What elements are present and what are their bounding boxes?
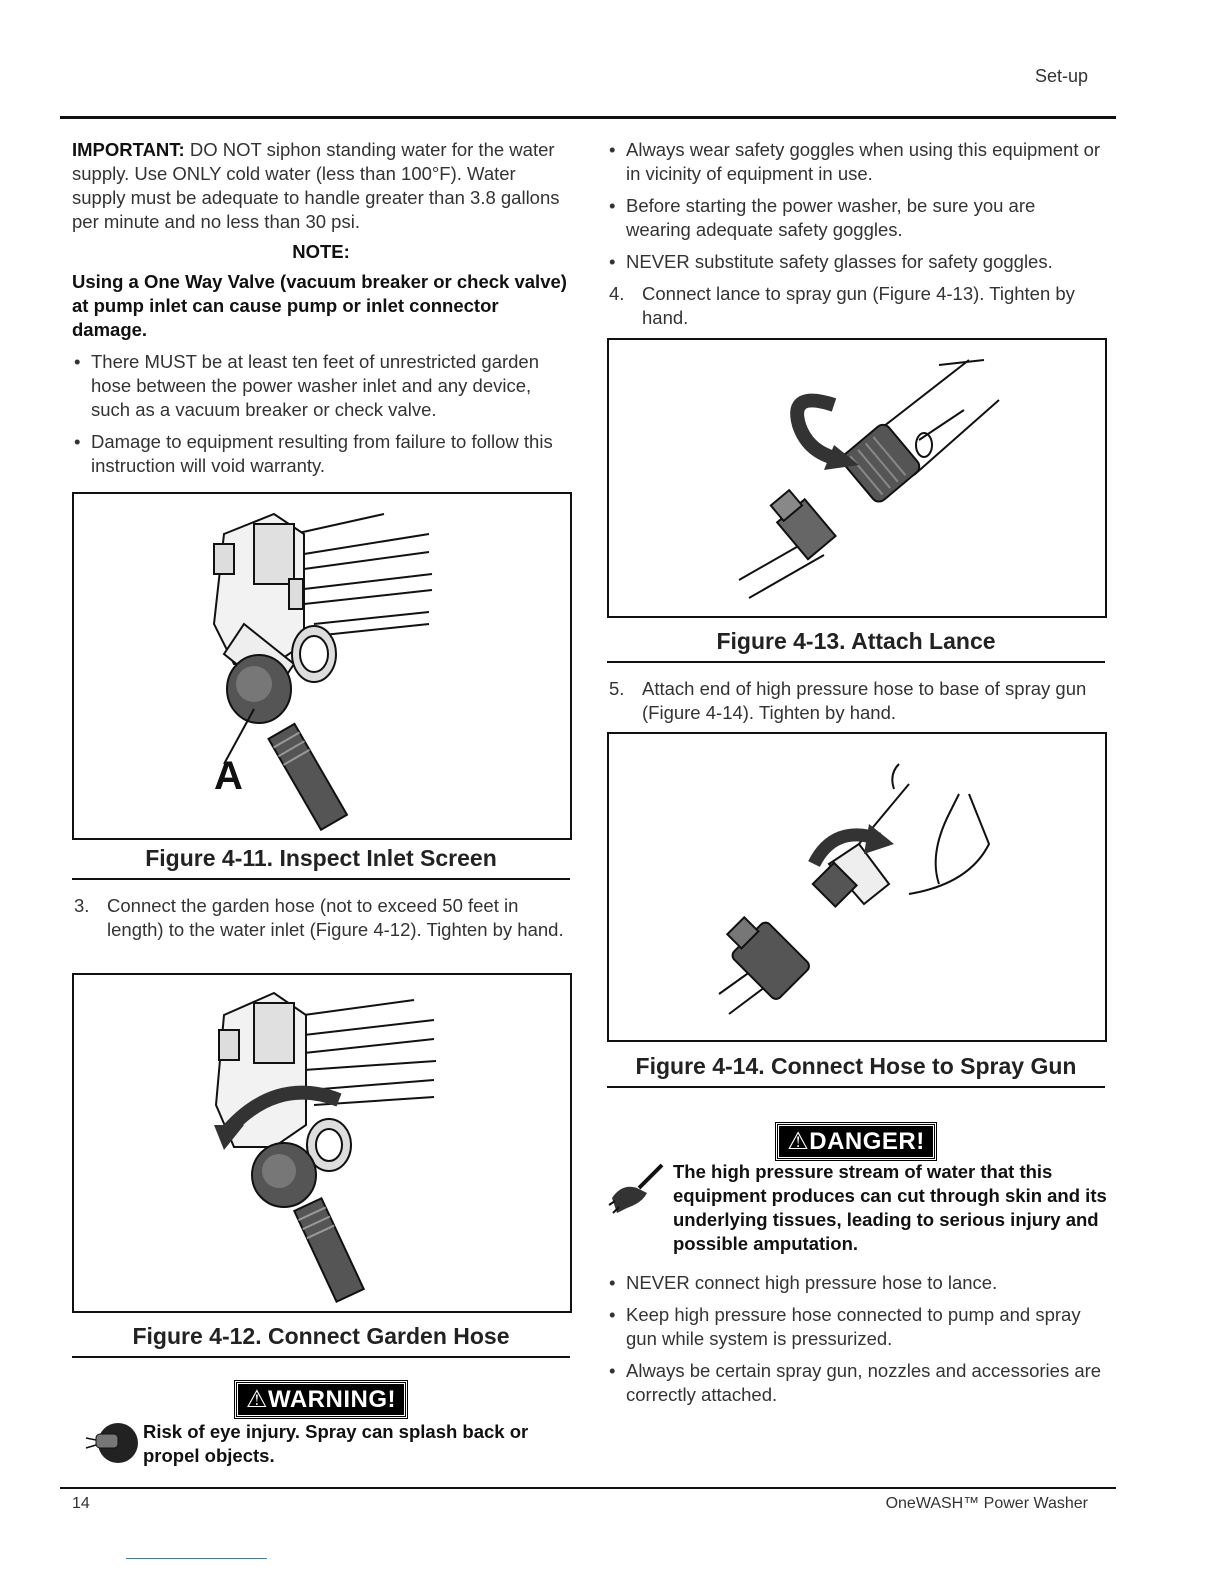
danger-label: ⚠DANGER!: [776, 1123, 936, 1160]
inlet-screen-illustration: [74, 494, 570, 838]
note-text: Using a One Way Valve (vacuum breaker or check valve) at pump inlet can cause pump or inlet connector damage.: [72, 271, 567, 340]
hand-injection-icon: [607, 1163, 667, 1223]
important-label: IMPORTANT:: [72, 139, 185, 160]
warning-header: [72, 1381, 570, 1418]
header-rule: [60, 116, 1116, 119]
right-bullet-list-bottom: [607, 1271, 1105, 1407]
list-item: • Keep high pressure hose connected to pump and spray gun while system is pressurized.: [607, 1303, 1105, 1351]
step-5: [607, 677, 1105, 725]
step-number: 4.: [609, 283, 625, 304]
footer-rule: [60, 1487, 1116, 1489]
figure-4-14-box: [607, 732, 1107, 1042]
list-item: • Always be certain spray gun, nozzles and accessories are correctly attached.: [607, 1359, 1105, 1407]
decorative-line: [126, 1558, 267, 1559]
figure-4-11-caption: Figure 4-11. Inspect Inlet Screen: [72, 845, 570, 880]
step-text: Attach end of high pressure hose to base of spray gun (Figure 4-14). Tighten by hand.: [642, 678, 1087, 723]
list-item: • Before starting the power washer, be sure you are wearing adequate safety goggles.: [607, 194, 1105, 242]
left-bullet-list: [72, 350, 570, 478]
danger-text: The high pressure stream of water that this equipment produces can cut through skin and its underlying tissues, leading to serious injury and possible amputation.: [673, 1161, 1107, 1254]
list-item: • There MUST be at least ten feet of unrestricted garden hose between the power washer inlet and any device, such as a vacuum breaker or check valve.: [72, 350, 570, 422]
list-item: • Always wear safety goggles when using this equipment or in vicinity of equipment in use.: [607, 138, 1105, 186]
danger-header: [607, 1123, 1105, 1160]
list-item: • Damage to equipment resulting from failure to follow this instruction will void warranty.: [72, 430, 570, 478]
important-paragraph: [72, 138, 570, 234]
section-title: Set-up: [1034, 66, 1088, 86]
spray-gun-hose-illustration: [609, 734, 1105, 1040]
figure-4-12-caption: Figure 4-12. Connect Garden Hose: [72, 1323, 570, 1358]
step-text: Connect the garden hose (not to exceed 50 feet in length) to the water inlet (Figure 4-12). Tighten by hand.: [107, 895, 564, 940]
warning-text: Risk of eye injury. Spray can splash back or propel objects.: [143, 1421, 529, 1466]
figure-4-13-caption: Figure 4-13. Attach Lance: [607, 628, 1105, 663]
product-name: OneWASH™ Power Washer: [885, 1495, 1088, 1512]
step-text: Connect lance to spray gun (Figure 4-13). Tighten by hand.: [642, 283, 1075, 328]
step-3: [72, 894, 570, 942]
figure-4-14-caption: Figure 4-14. Connect Hose to Spray Gun: [607, 1053, 1105, 1088]
figure-4-12-box: [72, 973, 572, 1313]
attach-lance-illustration: [609, 340, 1105, 616]
eye-injury-icon: [84, 1418, 140, 1468]
figure-4-13-box: [607, 338, 1107, 618]
step-number: 3.: [74, 895, 90, 916]
callout-a: A: [214, 754, 243, 798]
page-number: 14: [72, 1495, 90, 1512]
list-item: • NEVER connect high pressure hose to lance.: [607, 1271, 1105, 1295]
step-4: [607, 282, 1105, 330]
important-text: DO NOT siphon standing water for the water supply. Use ONLY cold water (less than 100°F). Water supply must be adequate to handle greater than 3.8 gallons per minute and no less than 30 psi.: [72, 139, 560, 232]
figure-4-11-box: [72, 492, 572, 840]
list-item: • NEVER substitute safety glasses for safety goggles.: [607, 250, 1105, 274]
warning-label: ⚠WARNING!: [235, 1381, 407, 1418]
right-bullet-list-top: [607, 138, 1105, 274]
note-title: NOTE:: [292, 241, 350, 262]
right-column-top: [607, 138, 1105, 330]
step-number: 5.: [609, 678, 625, 699]
garden-hose-illustration: [74, 975, 570, 1311]
right-column-bottom: [607, 1263, 1105, 1407]
left-column-text: [72, 138, 570, 478]
